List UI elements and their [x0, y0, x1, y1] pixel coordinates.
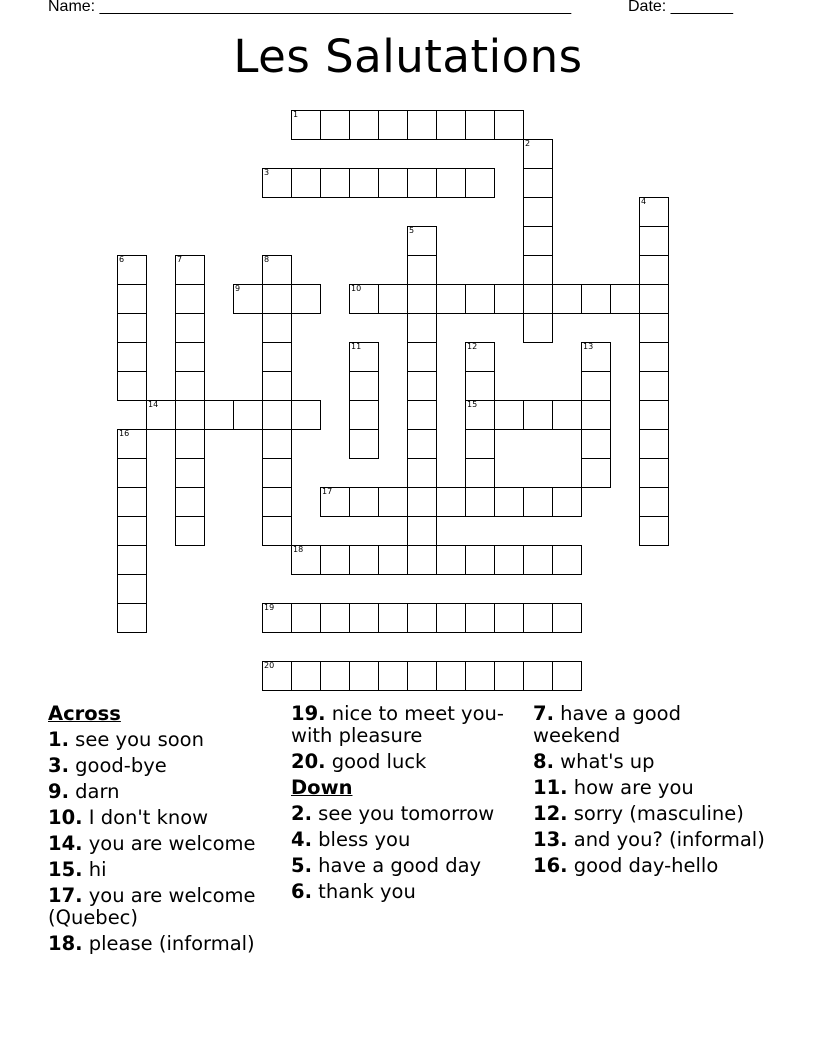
grid-cell[interactable] [175, 458, 205, 488]
grid-cell[interactable] [639, 487, 669, 517]
grid-cell[interactable] [407, 371, 437, 401]
grid-cell[interactable] [494, 603, 524, 633]
grid-cell[interactable] [436, 487, 466, 517]
grid-cell[interactable] [465, 110, 495, 140]
grid-cell[interactable] [349, 400, 379, 430]
grid-cell[interactable] [552, 603, 582, 633]
grid-cell[interactable] [320, 487, 350, 517]
grid-cell[interactable] [639, 313, 669, 343]
grid-cell[interactable] [436, 545, 466, 575]
clue-across-19: 19. nice to meet you-with pleasure [291, 702, 504, 747]
grid-cell[interactable] [465, 168, 495, 198]
grid-cell[interactable] [523, 661, 553, 691]
grid-cell[interactable] [639, 429, 669, 459]
grid-cell[interactable] [523, 487, 553, 517]
grid-cell[interactable] [436, 284, 466, 314]
grid-cell[interactable] [494, 110, 524, 140]
grid-cell[interactable] [494, 487, 524, 517]
grid-cell[interactable] [146, 400, 176, 430]
grid-cell[interactable] [436, 110, 466, 140]
clue-down-12: 12. sorry (masculine) [533, 802, 744, 825]
grid-cell[interactable] [465, 342, 495, 372]
grid-cell[interactable] [175, 255, 205, 285]
grid-cell[interactable] [523, 255, 553, 285]
grid-cell[interactable] [175, 371, 205, 401]
clue-across-9: 9. darn [48, 780, 120, 803]
clue-number: 10 [351, 284, 362, 293]
grid-cell[interactable] [407, 284, 437, 314]
grid-cell[interactable] [407, 603, 437, 633]
clue-across-20: 20. good luck [291, 750, 427, 773]
grid-cell[interactable] [175, 284, 205, 314]
grid-cell[interactable] [262, 429, 292, 459]
grid-cell[interactable] [262, 284, 292, 314]
grid-cell[interactable] [378, 487, 408, 517]
grid-cell[interactable] [349, 168, 379, 198]
grid-cell[interactable] [552, 400, 582, 430]
clue-across-17: 17. you are welcome (Quebec) [48, 884, 256, 929]
grid-cell[interactable] [291, 545, 321, 575]
clue-number: 7 [177, 255, 183, 264]
puzzle-title: Les Salutations [233, 30, 583, 83]
grid-cell[interactable] [349, 342, 379, 372]
grid-cell[interactable] [117, 313, 147, 343]
grid-cell[interactable] [465, 284, 495, 314]
grid-cell[interactable] [407, 545, 437, 575]
grid-cell[interactable] [349, 371, 379, 401]
grid-cell[interactable] [639, 400, 669, 430]
grid-cell[interactable] [523, 284, 553, 314]
clue-number: 15 [467, 400, 478, 409]
grid-cell[interactable] [320, 545, 350, 575]
clue-number: 5 [409, 226, 415, 235]
clues-column-2 [291, 703, 526, 907]
grid-cell[interactable] [262, 313, 292, 343]
grid-cell[interactable] [262, 487, 292, 517]
grid-cell[interactable] [175, 487, 205, 517]
grid-cell[interactable] [117, 545, 147, 575]
clue-across-18: 18. please (informal) [48, 932, 255, 955]
clue-number: 8 [264, 255, 270, 264]
grid-cell[interactable] [291, 661, 321, 691]
grid-cell[interactable] [465, 371, 495, 401]
grid-cell[interactable] [639, 458, 669, 488]
grid-cell[interactable] [320, 168, 350, 198]
grid-cell[interactable] [581, 284, 611, 314]
grid-cell[interactable] [523, 313, 553, 343]
grid-cell[interactable] [117, 284, 147, 314]
grid-cell[interactable] [552, 545, 582, 575]
grid-cell[interactable] [523, 168, 553, 198]
grid-cell[interactable] [581, 342, 611, 372]
grid-cell[interactable] [581, 429, 611, 459]
grid-cell[interactable] [262, 661, 292, 691]
grid-cell[interactable] [407, 110, 437, 140]
grid-cell[interactable] [639, 284, 669, 314]
grid-cell[interactable] [233, 400, 263, 430]
clue-down-13: 13. and you? (informal) [533, 828, 765, 851]
grid-cell[interactable] [581, 400, 611, 430]
grid-cell[interactable] [117, 371, 147, 401]
clue-across-15: 15. hi [48, 858, 107, 881]
grid-cell[interactable] [378, 603, 408, 633]
grid-cell[interactable] [349, 661, 379, 691]
grid-cell[interactable] [407, 661, 437, 691]
grid-cell[interactable] [436, 661, 466, 691]
clue-number: 11 [351, 342, 362, 351]
grid-cell[interactable] [552, 661, 582, 691]
grid-cell[interactable] [523, 197, 553, 227]
grid-cell[interactable] [407, 458, 437, 488]
grid-cell[interactable] [407, 487, 437, 517]
grid-cell[interactable] [291, 284, 321, 314]
grid-cell[interactable] [494, 400, 524, 430]
clue-number: 9 [235, 284, 241, 293]
grid-cell[interactable] [349, 603, 379, 633]
clue-down-16: 16. good day-hello [533, 854, 719, 877]
grid-cell[interactable] [407, 516, 437, 546]
grid-cell[interactable] [378, 661, 408, 691]
grid-cell[interactable] [523, 400, 553, 430]
grid-cell[interactable] [407, 313, 437, 343]
grid-cell[interactable] [262, 342, 292, 372]
clue-number: 6 [119, 255, 125, 264]
grid-cell[interactable] [117, 342, 147, 372]
grid-cell[interactable] [639, 197, 669, 227]
grid-cell[interactable] [262, 603, 292, 633]
grid-cell[interactable] [117, 603, 147, 633]
grid-cell[interactable] [262, 516, 292, 546]
grid-cell[interactable] [407, 429, 437, 459]
grid-cell[interactable] [465, 603, 495, 633]
grid-cell[interactable] [291, 603, 321, 633]
clue-down-2: 2. see you tomorrow [291, 802, 495, 825]
clue-number: 14 [148, 400, 159, 409]
name-field-label: Name: _____________________________________________________ [48, 0, 572, 15]
grid-cell[interactable] [117, 458, 147, 488]
clue-number: 17 [322, 487, 333, 496]
clue-number: 18 [293, 545, 304, 554]
grid-cell[interactable] [349, 110, 379, 140]
clue-across-3: 3. good-bye [48, 754, 167, 777]
grid-cell[interactable] [552, 284, 582, 314]
grid-cell[interactable] [349, 284, 379, 314]
grid-cell[interactable] [523, 545, 553, 575]
grid-cell[interactable] [175, 516, 205, 546]
grid-cell[interactable] [581, 371, 611, 401]
grid-cell[interactable] [465, 400, 495, 430]
grid-cell[interactable] [407, 400, 437, 430]
grid-cell[interactable] [610, 284, 640, 314]
grid-cell[interactable] [262, 255, 292, 285]
grid-cell[interactable] [639, 371, 669, 401]
clue-number: 16 [119, 429, 130, 438]
grid-cell[interactable] [465, 661, 495, 691]
grid-cell[interactable] [349, 487, 379, 517]
date-field-label: Date: _______ [628, 0, 733, 15]
grid-cell[interactable] [523, 603, 553, 633]
grid-cell[interactable] [378, 284, 408, 314]
grid-cell[interactable] [175, 429, 205, 459]
grid-cell[interactable] [175, 313, 205, 343]
grid-cell[interactable] [117, 487, 147, 517]
across-heading: Across [48, 702, 121, 725]
grid-cell[interactable] [233, 284, 263, 314]
grid-cell[interactable] [494, 545, 524, 575]
grid-cell[interactable] [291, 110, 321, 140]
grid-cell[interactable] [262, 168, 292, 198]
clue-across-14: 14. you are welcome [48, 832, 256, 855]
clue-down-5: 5. have a good day [291, 854, 482, 877]
grid-cell[interactable] [378, 110, 408, 140]
grid-cell[interactable] [320, 603, 350, 633]
clues-column-3 [533, 703, 773, 881]
grid-cell[interactable] [407, 255, 437, 285]
grid-cell[interactable] [117, 516, 147, 546]
grid-cell[interactable] [465, 458, 495, 488]
clue-number: 3 [264, 168, 270, 177]
grid-cell[interactable] [436, 168, 466, 198]
grid-cell[interactable] [349, 429, 379, 459]
grid-cell[interactable] [378, 168, 408, 198]
clue-down-6: 6. thank you [291, 880, 416, 903]
grid-cell[interactable] [465, 429, 495, 459]
clue-number: 2 [525, 139, 531, 148]
grid-cell[interactable] [465, 487, 495, 517]
grid-cell[interactable] [117, 574, 147, 604]
grid-cell[interactable] [407, 168, 437, 198]
grid-cell[interactable] [378, 545, 408, 575]
clue-number: 12 [467, 342, 478, 351]
grid-cell[interactable] [436, 603, 466, 633]
grid-cell[interactable] [465, 545, 495, 575]
down-heading: Down [291, 776, 353, 799]
clue-number: 13 [583, 342, 594, 351]
grid-cell[interactable] [581, 458, 611, 488]
clues-column-1 [48, 703, 283, 959]
grid-cell[interactable] [639, 255, 669, 285]
grid-cell[interactable] [523, 139, 553, 169]
grid-cell[interactable] [262, 400, 292, 430]
grid-cell[interactable] [320, 110, 350, 140]
grid-cell[interactable] [407, 226, 437, 256]
grid-cell[interactable] [175, 342, 205, 372]
grid-cell[interactable] [262, 371, 292, 401]
clue-number: 20 [264, 661, 275, 670]
grid-cell[interactable] [494, 661, 524, 691]
grid-cell[interactable] [494, 284, 524, 314]
grid-cell[interactable] [639, 226, 669, 256]
grid-cell[interactable] [175, 400, 205, 430]
grid-cell[interactable] [117, 255, 147, 285]
grid-cell[interactable] [320, 661, 350, 691]
grid-cell[interactable] [117, 429, 147, 459]
grid-cell[interactable] [349, 545, 379, 575]
clue-down-8: 8. what's up [533, 750, 655, 773]
grid-cell[interactable] [291, 400, 321, 430]
clue-across-1: 1. see you soon [48, 728, 204, 751]
grid-cell[interactable] [204, 400, 234, 430]
clue-number: 4 [641, 197, 647, 206]
clue-down-11: 11. how are you [533, 776, 694, 799]
clue-number: 19 [264, 603, 275, 612]
grid-cell[interactable] [552, 487, 582, 517]
clue-number: 1 [293, 110, 299, 119]
clue-across-10: 10. I don't know [48, 806, 209, 829]
grid-cell[interactable] [523, 226, 553, 256]
grid-cell[interactable] [639, 342, 669, 372]
clue-down-7: 7. have a good weekend [533, 702, 681, 747]
grid-cell[interactable] [407, 342, 437, 372]
grid-cell[interactable] [291, 168, 321, 198]
grid-cell[interactable] [639, 516, 669, 546]
clue-down-4: 4. bless you [291, 828, 411, 851]
grid-cell[interactable] [262, 458, 292, 488]
